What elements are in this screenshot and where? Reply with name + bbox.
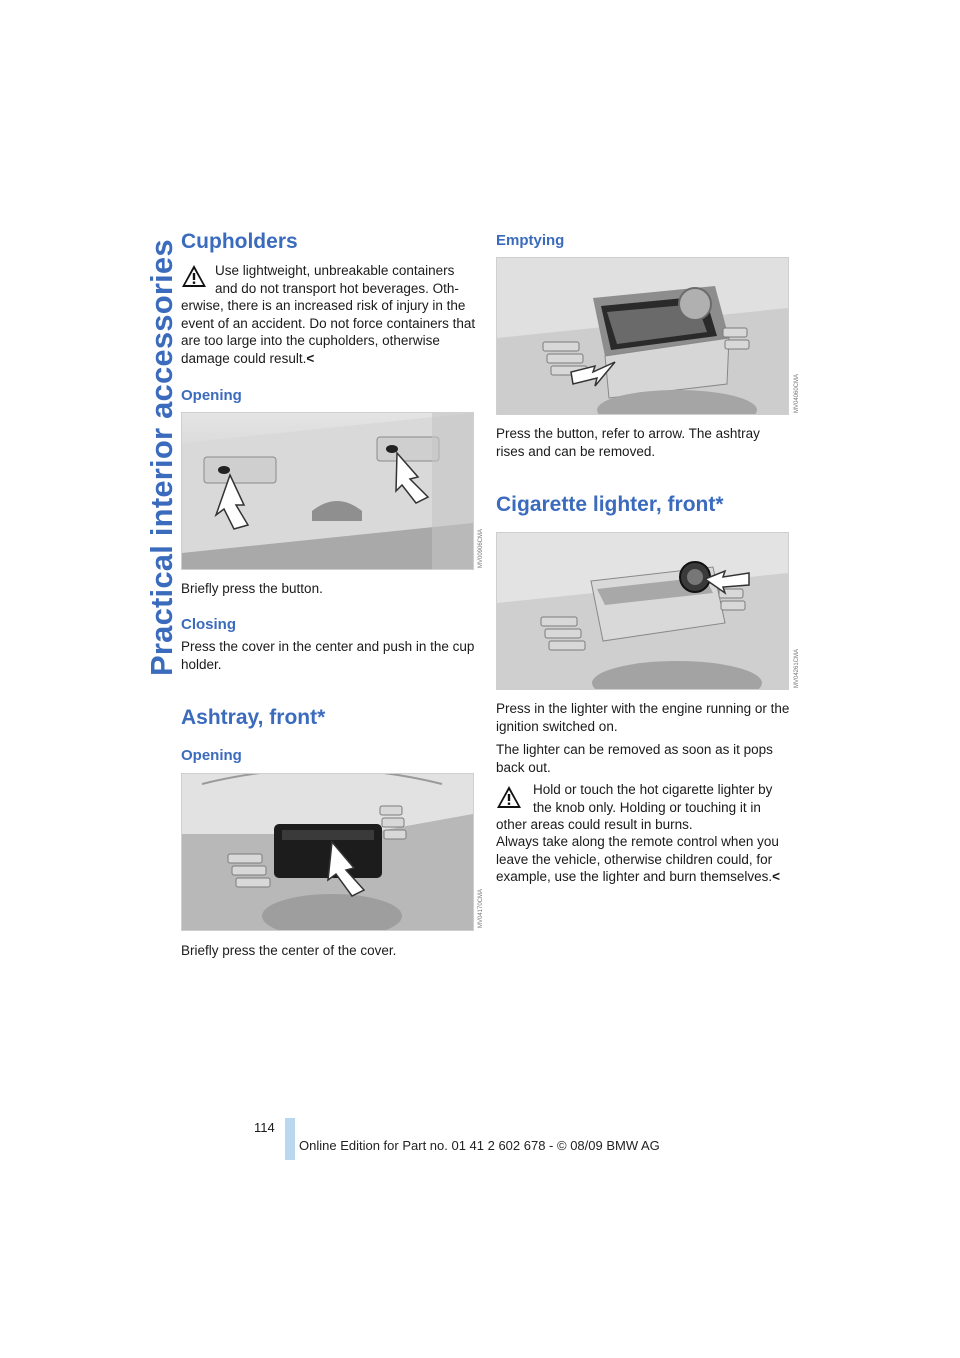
cupholders-heading: Cupholders — [181, 230, 298, 253]
warning-triangle-icon — [496, 784, 522, 810]
sidebar-section-title — [112, 28, 179, 678]
ashtray-emptying-heading: Emptying — [496, 232, 565, 249]
lighter-figure — [496, 532, 789, 690]
ashtray-emptying-figure — [496, 257, 789, 415]
lighter-warning-line2: the knob only. Holding or touching it in — [533, 800, 761, 815]
ashtray-emptying-text: Press the button, refer to arrow. The ashtray rises and can be removed. — [496, 426, 760, 459]
section-title-text: Practical interior accessories — [144, 239, 179, 676]
lighter-warning-text — [496, 833, 791, 886]
lighter-text2: The lighter can be removed as soon as it pops back out. — [496, 742, 773, 775]
ashtray-opening-text: Briefly press the center of the cover. — [181, 943, 397, 958]
cupholder-opening-figure — [181, 412, 474, 570]
end-mark: < — [772, 869, 781, 884]
cupholder-warning-line2: and do not transport hot beverages. Oth- — [215, 281, 459, 296]
cupholder-opening-heading: Opening — [181, 387, 242, 404]
lighter-warning-rest2: Always take along the remote control when you leave the vehicle, otherwise children could, for example, use the lighter and burn themselves. — [496, 834, 779, 884]
ashtray-opening-figure — [181, 773, 474, 931]
lighter-warning-line1: Hold or touch the hot cigarette lighter by — [533, 782, 773, 797]
cupholder-warning-line1: Use lightweight, unbreakable containers — [215, 263, 455, 278]
footer-edition-text: Online Edition for Part no. 01 41 2 602 678 - © 08/09 BMW AG — [299, 1138, 660, 1153]
footer-accent-bar — [285, 1118, 295, 1160]
end-mark: < — [306, 350, 315, 366]
cupholder-warning-rest: erwise, there is an increased risk of injury in the event of an accident. Do not force containers that are too large into the cupholders, otherwise damage could result. — [181, 298, 476, 366]
cupholder-closing-text: Press the cover in the center and push in the cup holder. — [181, 639, 475, 672]
warning-triangle-icon — [181, 263, 207, 289]
cupholder-closing-heading: Closing — [181, 616, 236, 633]
ashtray-opening-heading: Opening — [181, 747, 242, 764]
lighter-heading: Cigarette lighter, front* — [496, 493, 724, 516]
cupholder-warning-text — [181, 297, 481, 367]
lighter-warning-rest: other areas could result in burns. — [496, 817, 693, 832]
ashtray-heading: Ashtray, front* — [181, 706, 326, 729]
figure-code: MV04170CMA — [478, 888, 484, 928]
figure-code: MV04261CMA — [794, 648, 800, 688]
cupholder-opening-text: Briefly press the button. — [181, 581, 323, 596]
lighter-text1: Press in the lighter with the engine running or the ignition switched on. — [496, 701, 790, 734]
page-number: 114 — [254, 1120, 275, 1135]
figure-code: MV00906CMA — [478, 528, 484, 568]
figure-code: MV04060CMA — [794, 373, 800, 413]
